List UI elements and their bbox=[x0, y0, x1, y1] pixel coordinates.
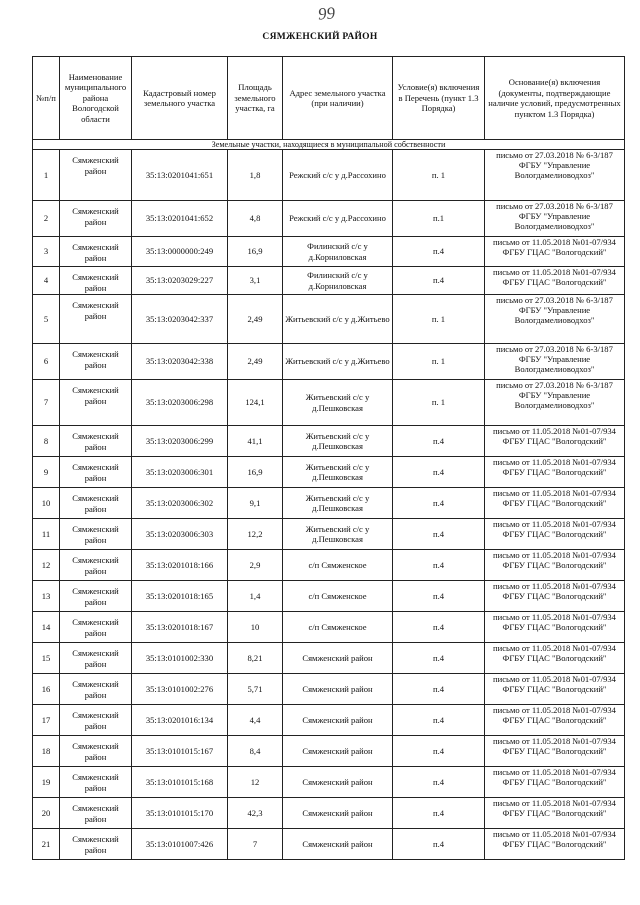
cell-condition: п.4 bbox=[393, 488, 485, 519]
cell-address: Житьевский с/с у д.Житьево bbox=[283, 344, 393, 380]
cell-basis: письмо от 11.05.2018 №01-07/934 ФГБУ ГЦАС "Вологодский" bbox=[485, 705, 625, 736]
cell-num: 9 bbox=[33, 457, 60, 488]
cell-condition: п.4 bbox=[393, 705, 485, 736]
cell-area: 7 bbox=[228, 829, 283, 860]
cell-basis: письмо от 27.03.2018 № 6-3/187 ФГБУ "Управление Вологдамелиоводхоз" bbox=[485, 344, 625, 380]
cell-district-name: Сямженский район bbox=[60, 705, 132, 736]
cell-cadastral-number: 35:13:0203006:301 bbox=[132, 457, 228, 488]
cell-area: 16,9 bbox=[228, 237, 283, 267]
cell-cadastral-number: 35:13:0101015:167 bbox=[132, 736, 228, 767]
cell-condition: п.4 bbox=[393, 267, 485, 295]
cell-num: 16 bbox=[33, 674, 60, 705]
cell-basis: письмо от 11.05.2018 №01-07/934 ФГБУ ГЦАС "Вологодский" bbox=[485, 426, 625, 457]
cell-address: Филинский с/с у д.Корниловская bbox=[283, 237, 393, 267]
cell-district-name: Сямженский район bbox=[60, 550, 132, 581]
cell-condition: п.4 bbox=[393, 612, 485, 643]
section-label: Земельные участки, находящиеся в муниципальной собственности bbox=[33, 140, 625, 150]
cell-address: Сямженский район bbox=[283, 767, 393, 798]
table-row bbox=[33, 426, 625, 457]
cell-condition: п. 1 bbox=[393, 380, 485, 426]
cell-cadastral-number: 35:13:0203006:298 bbox=[132, 380, 228, 426]
cell-basis: письмо от 11.05.2018 №01-07/934 ФГБУ ГЦАС "Вологодский" bbox=[485, 488, 625, 519]
cell-cadastral-number: 35:13:0201018:167 bbox=[132, 612, 228, 643]
cell-area: 124,1 bbox=[228, 380, 283, 426]
cell-basis: письмо от 27.03.2018 № 6-3/187 ФГБУ "Управление Вологдамелиоводхоз" bbox=[485, 295, 625, 344]
cell-area: 1,4 bbox=[228, 581, 283, 612]
table-row bbox=[33, 767, 625, 798]
cell-basis: письмо от 11.05.2018 №01-07/934 ФГБУ ГЦАС "Вологодский" bbox=[485, 237, 625, 267]
cell-district-name: Сямженский район bbox=[60, 736, 132, 767]
cell-condition: п.4 bbox=[393, 767, 485, 798]
cell-cadastral-number: 35:13:0000000:249 bbox=[132, 237, 228, 267]
cell-district-name: Сямженский район bbox=[60, 829, 132, 860]
cell-address: Сямженский район bbox=[283, 643, 393, 674]
cell-address: Сямженский район bbox=[283, 674, 393, 705]
table-row bbox=[33, 237, 625, 267]
cell-condition: п.4 bbox=[393, 237, 485, 267]
cell-address: Житьевский с/с у д.Пешковская bbox=[283, 426, 393, 457]
cell-cadastral-number: 35:13:0201041:651 bbox=[132, 150, 228, 201]
cell-condition: п. 1 bbox=[393, 150, 485, 201]
cell-basis: письмо от 11.05.2018 №01-07/934 ФГБУ ГЦАС "Вологодский" bbox=[485, 674, 625, 705]
cell-num: 3 bbox=[33, 237, 60, 267]
table-row bbox=[33, 643, 625, 674]
cell-address: Филинский с/с у д.Корниловская bbox=[283, 267, 393, 295]
cell-area: 42,3 bbox=[228, 798, 283, 829]
table-row bbox=[33, 150, 625, 201]
cell-basis: письмо от 11.05.2018 №01-07/934 ФГБУ ГЦАС "Вологодский" bbox=[485, 519, 625, 550]
cell-area: 1,8 bbox=[228, 150, 283, 201]
cell-num: 19 bbox=[33, 767, 60, 798]
cell-basis: письмо от 11.05.2018 №01-07/934 ФГБУ ГЦАС "Вологодский" bbox=[485, 550, 625, 581]
cell-address: с/п Сямженское bbox=[283, 581, 393, 612]
cell-district-name: Сямженский район bbox=[60, 295, 132, 344]
cell-condition: п.4 bbox=[393, 674, 485, 705]
cell-cadastral-number: 35:13:0201041:652 bbox=[132, 201, 228, 237]
cell-cadastral-number: 35:13:0203042:338 bbox=[132, 344, 228, 380]
cell-district-name: Сямженский район bbox=[60, 380, 132, 426]
cell-address: Житьевский с/с у д.Пешковская bbox=[283, 380, 393, 426]
cell-num: 15 bbox=[33, 643, 60, 674]
cell-basis: письмо от 27.03.2018 № 6-3/187 ФГБУ "Управление Вологдамелиоводхоз" bbox=[485, 201, 625, 237]
cell-address: Житьевский с/с у д.Пешковская bbox=[283, 519, 393, 550]
cell-num: 18 bbox=[33, 736, 60, 767]
cell-address: Житьевский с/с у д.Житьево bbox=[283, 295, 393, 344]
cell-area: 9,1 bbox=[228, 488, 283, 519]
cell-cadastral-number: 35:13:0203042:337 bbox=[132, 295, 228, 344]
cell-area: 8,21 bbox=[228, 643, 283, 674]
cell-condition: п.4 bbox=[393, 581, 485, 612]
header-address: Адрес земельного участка (при наличии) bbox=[283, 57, 393, 140]
table-row bbox=[33, 201, 625, 237]
cell-district-name: Сямженский район bbox=[60, 426, 132, 457]
cell-cadastral-number: 35:13:0203006:302 bbox=[132, 488, 228, 519]
cell-num: 17 bbox=[33, 705, 60, 736]
table-row bbox=[33, 829, 625, 860]
cell-district-name: Сямженский район bbox=[60, 643, 132, 674]
cell-basis: письмо от 11.05.2018 №01-07/934 ФГБУ ГЦАС "Вологодский" bbox=[485, 643, 625, 674]
cell-area: 2,49 bbox=[228, 344, 283, 380]
cell-district-name: Сямженский район bbox=[60, 457, 132, 488]
cell-address: с/п Сямженское bbox=[283, 612, 393, 643]
cell-num: 11 bbox=[33, 519, 60, 550]
cell-district-name: Сямженский район bbox=[60, 612, 132, 643]
cell-address: Житьевский с/с у д.Пешковская bbox=[283, 488, 393, 519]
table-row bbox=[33, 550, 625, 581]
cell-cadastral-number: 35:13:0101007:426 bbox=[132, 829, 228, 860]
cell-district-name: Сямженский район bbox=[60, 237, 132, 267]
header-basis: Основание(я) включения (документы, подтверждающие наличие условий, предусмотренных пунктом 1.3 Порядка) bbox=[485, 57, 625, 140]
cell-address: Сямженский район bbox=[283, 798, 393, 829]
cell-district-name: Сямженский район bbox=[60, 201, 132, 237]
table-row bbox=[33, 705, 625, 736]
cell-condition: п.4 bbox=[393, 426, 485, 457]
table-row bbox=[33, 798, 625, 829]
cell-condition: п.4 bbox=[393, 798, 485, 829]
cell-num: 14 bbox=[33, 612, 60, 643]
table-row bbox=[33, 457, 625, 488]
table-row bbox=[33, 612, 625, 643]
header-conditions: Условие(я) включения в Перечень (пункт 1.3 Порядка) bbox=[393, 57, 485, 140]
cell-district-name: Сямженский район bbox=[60, 519, 132, 550]
table-row bbox=[33, 267, 625, 295]
cell-district-name: Сямженский район bbox=[60, 767, 132, 798]
cell-address: Сямженский район bbox=[283, 829, 393, 860]
cell-num: 10 bbox=[33, 488, 60, 519]
cell-basis: письмо от 11.05.2018 №01-07/934 ФГБУ ГЦАС "Вологодский" bbox=[485, 457, 625, 488]
cell-area: 41,1 bbox=[228, 426, 283, 457]
header-area: Площадь земельного участка, га bbox=[228, 57, 283, 140]
cell-basis: письмо от 11.05.2018 №01-07/934 ФГБУ ГЦАС "Вологодский" bbox=[485, 612, 625, 643]
cell-condition: п. 1 bbox=[393, 344, 485, 380]
cell-basis: письмо от 11.05.2018 №01-07/934 ФГБУ ГЦАС "Вологодский" bbox=[485, 767, 625, 798]
table-row bbox=[33, 344, 625, 380]
page-number: 99 bbox=[317, 3, 336, 24]
table-row bbox=[33, 380, 625, 426]
cell-num: 2 bbox=[33, 201, 60, 237]
cell-condition: п. 1 bbox=[393, 295, 485, 344]
cell-district-name: Сямженский район bbox=[60, 674, 132, 705]
cell-basis: письмо от 27.03.2018 № 6-3/187 ФГБУ "Управление Вологдамелиоводхоз" bbox=[485, 380, 625, 426]
cell-condition: п.4 bbox=[393, 519, 485, 550]
cell-district-name: Сямженский район bbox=[60, 798, 132, 829]
cell-num: 4 bbox=[33, 267, 60, 295]
cell-num: 21 bbox=[33, 829, 60, 860]
cell-basis: письмо от 11.05.2018 №01-07/934 ФГБУ ГЦАС "Вологодский" bbox=[485, 267, 625, 295]
cell-area: 8,4 bbox=[228, 736, 283, 767]
cell-basis: письмо от 27.03.2018 № 6-3/187 ФГБУ "Управление Вологдамелиоводхоз" bbox=[485, 150, 625, 201]
table-row bbox=[33, 736, 625, 767]
cell-condition: п.4 bbox=[393, 550, 485, 581]
cell-basis: письмо от 11.05.2018 №01-07/934 ФГБУ ГЦАС "Вологодский" bbox=[485, 581, 625, 612]
cell-basis: письмо от 11.05.2018 №01-07/934 ФГБУ ГЦАС "Вологодский" bbox=[485, 798, 625, 829]
cell-area: 3,1 bbox=[228, 267, 283, 295]
header-num: №п/п bbox=[33, 57, 60, 140]
cell-cadastral-number: 35:13:0203029:227 bbox=[132, 267, 228, 295]
cell-num: 5 bbox=[33, 295, 60, 344]
table-row bbox=[33, 674, 625, 705]
page-title: СЯМЖЕНСКИЙ РАЙОН bbox=[262, 32, 378, 42]
cell-condition: п.4 bbox=[393, 457, 485, 488]
cell-condition: п.1 bbox=[393, 201, 485, 237]
cell-district-name: Сямженский район bbox=[60, 150, 132, 201]
cell-num: 8 bbox=[33, 426, 60, 457]
cell-cadastral-number: 35:13:0201016:134 bbox=[132, 705, 228, 736]
cell-district-name: Сямженский район bbox=[60, 488, 132, 519]
cell-num: 7 bbox=[33, 380, 60, 426]
section-row bbox=[33, 140, 625, 150]
table-row bbox=[33, 488, 625, 519]
cell-cadastral-number: 35:13:0201018:165 bbox=[132, 581, 228, 612]
table-row bbox=[33, 581, 625, 612]
table-header-row bbox=[33, 57, 625, 140]
cell-area: 4,4 bbox=[228, 705, 283, 736]
cell-condition: п.4 bbox=[393, 736, 485, 767]
cell-num: 13 bbox=[33, 581, 60, 612]
table-body bbox=[33, 140, 625, 860]
cell-district-name: Сямженский район bbox=[60, 344, 132, 380]
cell-area: 12,2 bbox=[228, 519, 283, 550]
cell-cadastral-number: 35:13:0203006:299 bbox=[132, 426, 228, 457]
cell-address: Сямженский район bbox=[283, 736, 393, 767]
table-row bbox=[33, 519, 625, 550]
cell-address: с/п Сямженское bbox=[283, 550, 393, 581]
cell-cadastral-number: 35:13:0101015:168 bbox=[132, 767, 228, 798]
cell-area: 12 bbox=[228, 767, 283, 798]
cell-address: Житьевский с/с у д.Пешковская bbox=[283, 457, 393, 488]
cell-cadastral-number: 35:13:0203006:303 bbox=[132, 519, 228, 550]
cell-basis: письмо от 11.05.2018 №01-07/934 ФГБУ ГЦАС "Вологодский" bbox=[485, 829, 625, 860]
cell-district-name: Сямженский район bbox=[60, 581, 132, 612]
cell-area: 16,9 bbox=[228, 457, 283, 488]
cell-basis: письмо от 11.05.2018 №01-07/934 ФГБУ ГЦАС "Вологодский" bbox=[485, 736, 625, 767]
cell-area: 2,9 bbox=[228, 550, 283, 581]
cell-area: 2,49 bbox=[228, 295, 283, 344]
cell-address: Режский с/с у д.Рассохино bbox=[283, 201, 393, 237]
cell-num: 1 bbox=[33, 150, 60, 201]
cell-address: Сямженский район bbox=[283, 705, 393, 736]
cell-cadastral-number: 35:13:0101015:170 bbox=[132, 798, 228, 829]
cell-area: 10 bbox=[228, 612, 283, 643]
cell-district-name: Сямженский район bbox=[60, 267, 132, 295]
cell-area: 4,8 bbox=[228, 201, 283, 237]
header-district-name: Наименование муниципального района Вологодской области bbox=[60, 57, 132, 140]
cell-cadastral-number: 35:13:0101002:276 bbox=[132, 674, 228, 705]
header-cadastral-number: Кадастровый номер земельного участка bbox=[132, 57, 228, 140]
cell-cadastral-number: 35:13:0101002:330 bbox=[132, 643, 228, 674]
cell-area: 5,71 bbox=[228, 674, 283, 705]
table-row bbox=[33, 295, 625, 344]
cell-address: Режский с/с у д.Рассохино bbox=[283, 150, 393, 201]
cell-condition: п.4 bbox=[393, 643, 485, 674]
cell-num: 20 bbox=[33, 798, 60, 829]
cell-condition: п.4 bbox=[393, 829, 485, 860]
cell-num: 12 bbox=[33, 550, 60, 581]
land-plots-table bbox=[32, 56, 625, 860]
cell-cadastral-number: 35:13:0201018:166 bbox=[132, 550, 228, 581]
cell-num: 6 bbox=[33, 344, 60, 380]
